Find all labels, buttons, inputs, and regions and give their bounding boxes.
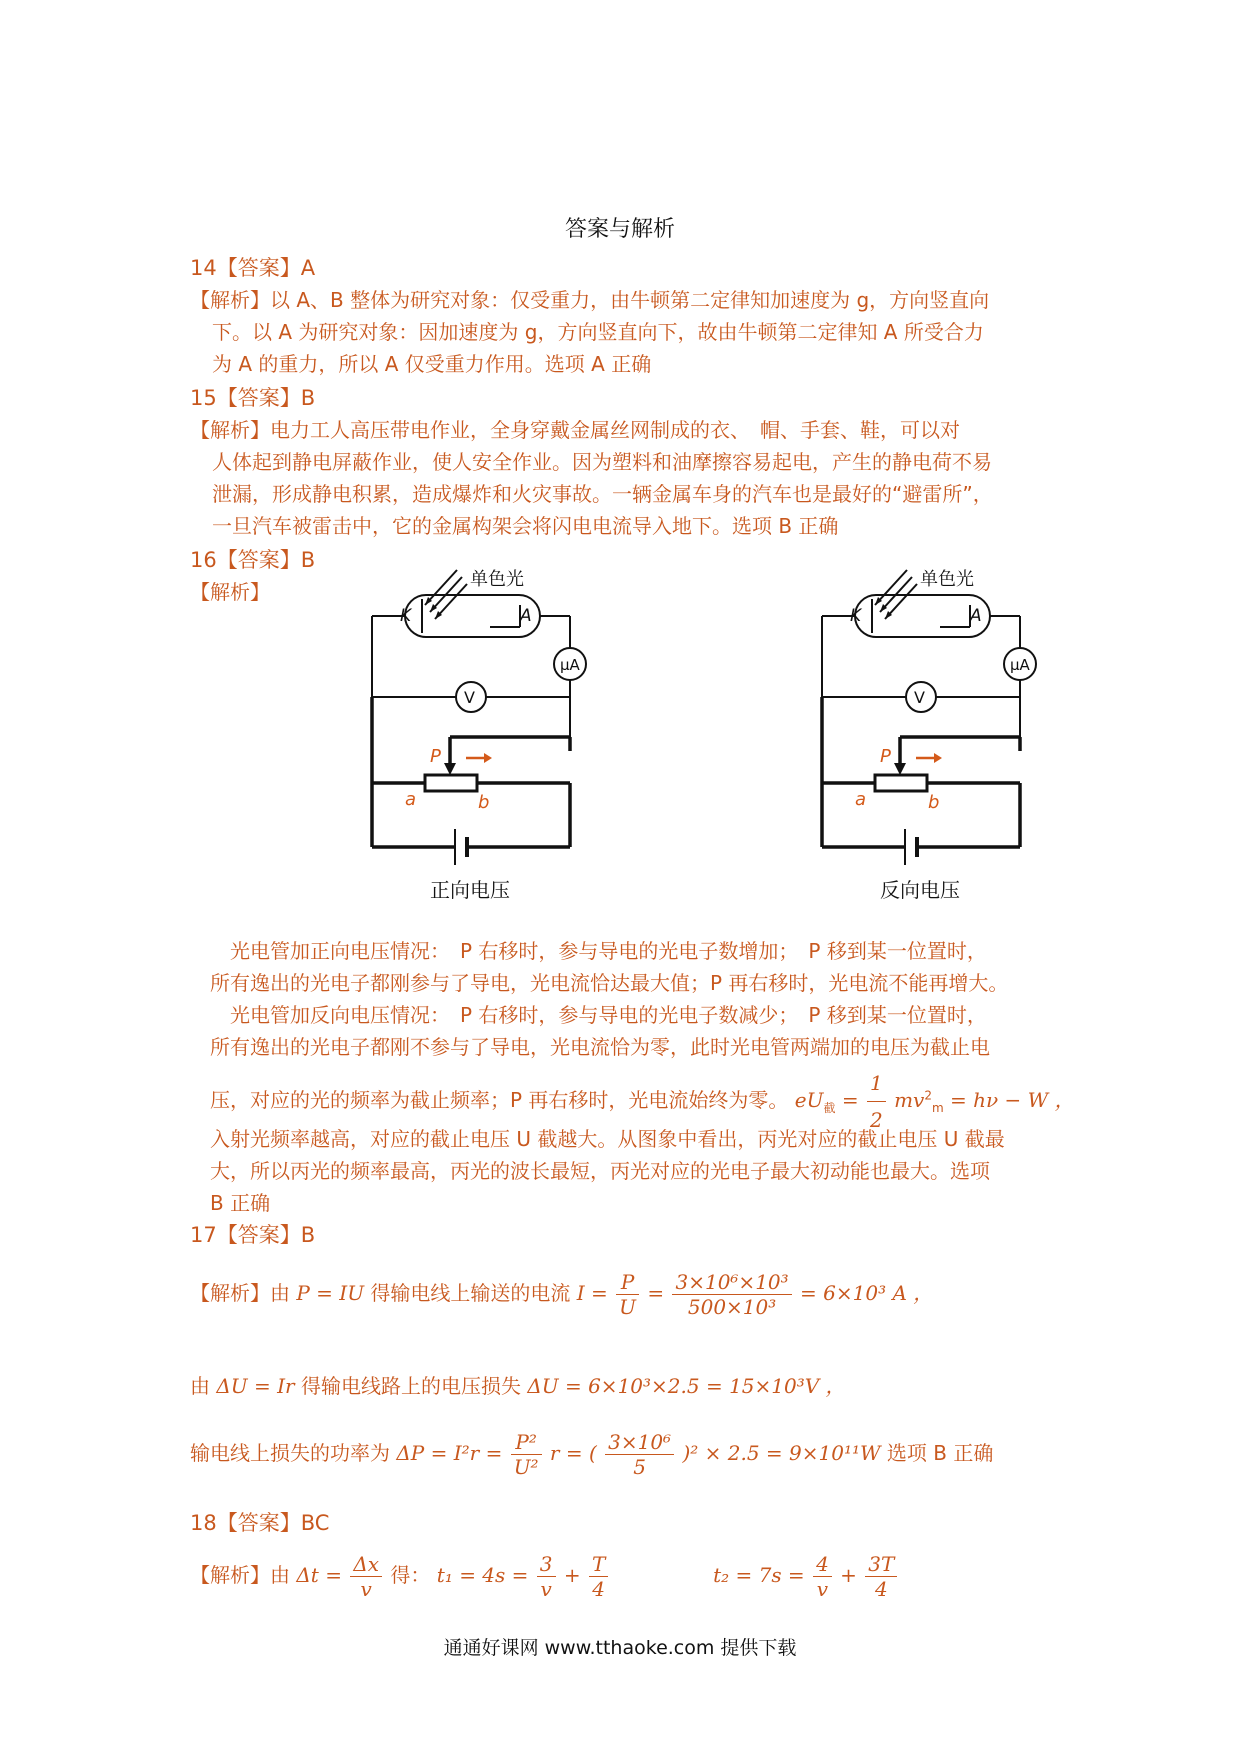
- formula-rest: = hν − W ，: [950, 1088, 1075, 1112]
- fraction-half: $\frac{1}{2}$: [867, 1065, 886, 1138]
- q16-answer: 16【答案】B: [190, 548, 316, 572]
- end-b-label: b: [478, 792, 490, 813]
- caption-reverse: 反向电压: [880, 878, 960, 902]
- q17-line3: 输电线上损失的功率为 ΔP = I²r = $\frac{\text{P²}}{\text{U²}}$ r = ( $\frac{\text{3×10⁶}}{5}$ )² × 2.5 = 9×10¹¹W 选项 B 正确: [190, 1430, 994, 1479]
- anode-a-label: A: [520, 606, 532, 626]
- circuit-reverse-voltage: [820, 565, 1090, 905]
- slider-p-label: P: [430, 746, 441, 767]
- q15-line2: 人体起到静电屏蔽作业，使人安全作业。因为塑料和油摩擦容易起电，产生的静电荷不易: [212, 450, 992, 474]
- slider-p-label: P: [880, 746, 891, 767]
- q16-analysis-label: 【解析】: [190, 580, 270, 604]
- formula-mv: mv: [894, 1088, 925, 1112]
- q17-line1: 【解析】由 P = IU 得输电线上输送的电流 I = $\frac{P}{U}$ = $\frac{\text{3×10⁶×10³}}{\text{500×10³}}$ = 6×10³ A ，: [190, 1270, 934, 1319]
- end-a-label: a: [405, 789, 417, 810]
- voltmeter-label: V: [914, 688, 925, 707]
- q15-answer: 15【答案】B: [190, 386, 316, 410]
- q14-answer: 14【答案】A: [190, 256, 316, 280]
- formula-sub-jie: 截: [823, 1101, 836, 1115]
- q17-answer: 17【答案】B: [190, 1223, 316, 1247]
- page-title: 答案与解析: [564, 217, 675, 242]
- q18-answer: 18【答案】BC: [190, 1511, 330, 1535]
- q14-line3: 为 A 的重力，所以 A 仅受重力作用。选项 A 正确: [212, 352, 652, 376]
- caption-forward: 正向电压: [430, 878, 510, 902]
- q16-p2a: 光电管加反向电压情况： P 右移时，参与导电的光电子数减少； P 移到某一位置时，: [230, 1003, 987, 1027]
- page-footer: 通通好课网 www.tthaoke.com 提供下载: [443, 1637, 797, 1659]
- q15-line4: 一旦汽车被雷击中，它的金属构架会将闪电电流导入地下。选项 B 正确: [212, 514, 839, 538]
- microammeter-label: μA: [560, 656, 580, 674]
- light-label: 单色光: [920, 569, 974, 590]
- q15-line1: 【解析】电力工人高压带电作业，全身穿戴金属丝网制成的衣、 帽、手套、鞋，可以对: [190, 418, 960, 442]
- microammeter-label: μA: [1010, 656, 1030, 674]
- circuit-forward-voltage: [370, 565, 640, 905]
- q16-p1b: 所有逸出的光电子都刚参与了导电，光电流恰达最大值；P 再右移时，光电流不能再增大。: [210, 971, 1009, 995]
- q16-p3b: 大，所以丙光的频率最高，丙光的波长最短，丙光对应的光电子最大初动能也最大。选项: [210, 1159, 990, 1183]
- q14-line1: 【解析】以 A、B 整体为研究对象：仅受重力，由牛顿第二定律知加速度为 g，方向竖直向: [190, 288, 990, 312]
- cathode-k-label: K: [400, 606, 412, 626]
- q14-line2: 下。以 A 为研究对象：因加速度为 g，方向竖直向下，故由牛顿第二定律知 A 所受合力: [212, 320, 984, 344]
- end-a-label: a: [855, 789, 867, 810]
- q16-p2c: 压，对应的光的频率为截止频率；P 再右移时，光电流始终为零。: [210, 1088, 789, 1112]
- q16-p1a: 光电管加正向电压情况： P 右移时，参与导电的光电子数增加； P 移到某一位置时，: [230, 939, 987, 963]
- q17-line2: 由 ΔU = Ir 得输电线路上的电压损失 ΔU = 6×10³×2.5 = 15×10³V ，: [190, 1374, 846, 1398]
- q16-p2b: 所有逸出的光电子都刚不参与了导电，光电流恰为零，此时光电管两端加的电压为截止电: [210, 1035, 990, 1059]
- voltmeter-label: V: [464, 688, 475, 707]
- formula-eu: eU: [794, 1088, 824, 1112]
- q16-p3c: B 正确: [210, 1191, 271, 1215]
- q15-line3: 泄漏，形成静电积累，造成爆炸和火灾事故。一辆金属车身的汽车也是最好的“避雷所”，: [212, 482, 993, 506]
- q18-line1: 【解析】由 Δt = $\frac{\Delta x}{v}$ 得： t₁ = 4s = $\frac{3}{v}$ + $\frac{T}{4}$ t₂ = 7s = $\frac{4}{v}$ + $\frac{3T}{4}$: [190, 1552, 899, 1601]
- end-b-label: b: [928, 792, 940, 813]
- cathode-k-label: K: [850, 606, 862, 626]
- anode-a-label: A: [970, 606, 982, 626]
- light-label: 单色光: [470, 569, 524, 590]
- q16-p2c-line: 压，对应的光的频率为截止频率；P 再右移时，光电流始终为零。 $eU_截$ = $\frac{1}{2}$ $mv^2_m = h\nu - W$ ，: [210, 1065, 1075, 1138]
- q16-p3a: 入射光频率越高，对应的截止电压 U 截越大。从图象中看出，丙光对应的截止电压 U 截最: [210, 1127, 1005, 1151]
